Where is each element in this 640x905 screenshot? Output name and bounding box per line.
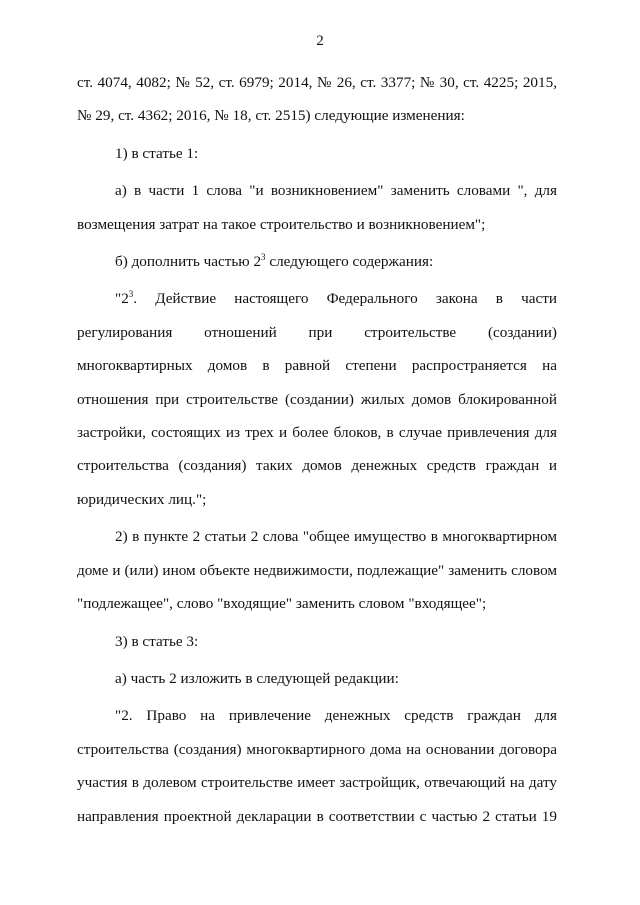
paragraph-article-2-item-2: 2) в пункте 2 статьи 2 слова "общее имущество в многоквартирном доме и (или) ином объекте недвижимости, подлежащие" заменить словом "подлежащее", слово "входящие" заменить словом "входящее"; <box>77 528 557 613</box>
paragraph-new-part-2-3 <box>77 282 557 516</box>
paragraph-item-a-part-1: а) в части 1 слова "и возникновением" заменить словами ", для возмещения затрат на такое строительство и возникновением"; <box>77 182 557 233</box>
paragraph-article-3: 3) в статье 3: <box>115 632 199 650</box>
paragraph-amendment-sources: ст. 4074, 4082; № 52, ст. 6979; 2014, № 26, ст. 3377; № 30, ст. 4225; 2015, № 29, ст. 4362; 2016, № 18, ст. 2515) следующие изменения: <box>77 74 557 125</box>
paragraph-article-1: 1) в статье 1: <box>115 144 199 162</box>
paragraph-item-a-part-2: а) часть 2 изложить в следующей редакции: <box>115 669 399 687</box>
page-number: 2 <box>316 33 324 49</box>
paragraph-new-part-text-end: . Действие настоящего Федерального закона в части регулирования отношений при строительстве (создании) многоквартирных домов в равной степени распространяется на отношения при строительстве (создании) жилых домов блокированной застройки, состоящих из трех и более блоков, в случае привлечения для строительства (создания) таких домов денежных средств граждан и юридических лиц."; <box>77 290 557 508</box>
paragraph-item-b-add-part <box>77 245 557 278</box>
paragraph-part-2-new-text: "2. Право на привлечение денежных средств граждан для строительства (создания) многоквартирного дома на основании договора участия в долевом строительстве имеет застройщик, отвечающий на дату направления проектной декларации в соответствии с частью 2 статьи 19 <box>77 707 557 825</box>
paragraph-item-b-text-start: б) дополнить частью 2 <box>115 253 262 271</box>
superscript-index: 3 <box>128 289 134 300</box>
paragraph-item-b-text-end: следующего содержания: <box>265 253 434 271</box>
document-body <box>77 66 557 833</box>
superscript-index: 3 <box>261 252 266 263</box>
paragraph-new-part-text-start: "2 <box>115 290 129 308</box>
